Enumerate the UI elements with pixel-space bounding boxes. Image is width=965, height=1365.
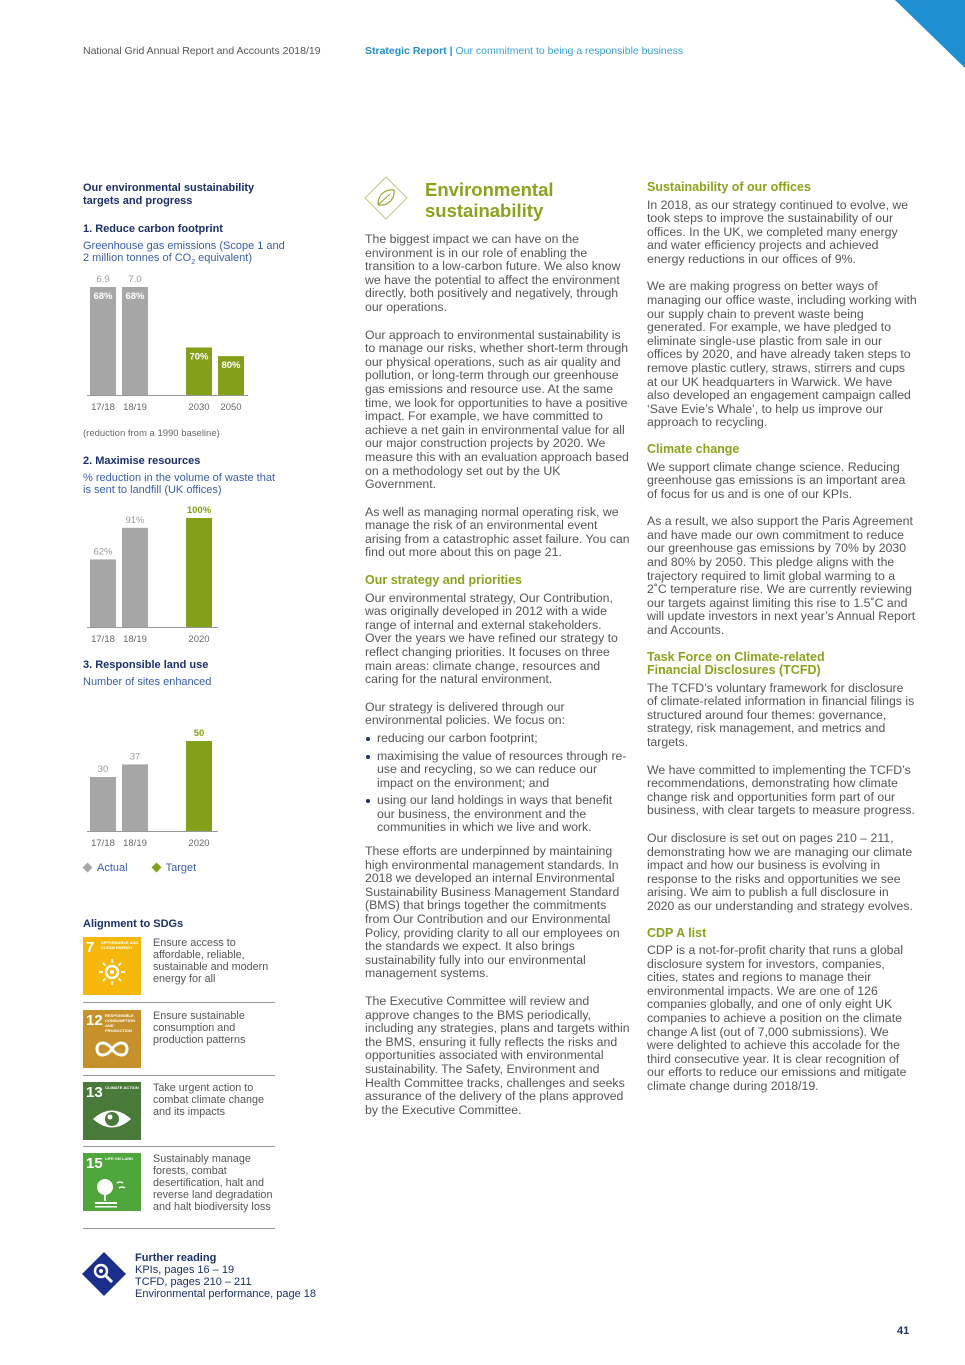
sdg-divider bbox=[83, 1075, 275, 1076]
main-text bbox=[365, 233, 630, 1117]
bullet-icon bbox=[366, 755, 370, 759]
paragraph: The Executive Committee will review and approve changes to the BMS periodically, including any strategies, plans and targets within the BMS, ensuring it fully reflects the risks and opportunities associated with environmental sustainability. The Safety, Environment and Health Committee tracks, challenges and seeks assurance of the delivery of the plans approved by the Executive Committee. bbox=[365, 994, 630, 1117]
section-heading: Our strategy and priorities bbox=[365, 573, 522, 588]
legend-actual-label: Actual bbox=[97, 862, 128, 874]
bar-value-label: 91% bbox=[125, 514, 145, 526]
further-reading-link[interactable]: TCFD, pages 210 – 211 bbox=[135, 1276, 252, 1288]
bar-value-label: 30 bbox=[97, 764, 109, 775]
page-title-line1: Environmental bbox=[425, 179, 554, 200]
sdg-12-text: Ensure sustainable consumption and production patterns bbox=[153, 1010, 246, 1046]
paragraph: Our environmental strategy, Our Contribution, was originally developed in 2012 with a wide range of internal and external stakeholders. Over the years we have refined our strategy to reflect changing priorities. It focuses on three main areas: climate change, resources and caring for the natural environment. bbox=[365, 590, 618, 687]
paragraph: These efforts are underpinned by maintaining high environmental management standards. In 2018 we developed an internal Environmental Sustainability Business Management Standard (BMS) that brings together the commitments from Our Contribution and our Environmental Policy, providing clarity to all our employees on the standards we expect. It also brings sustainability fully into our environmental management systems. bbox=[365, 844, 620, 981]
chart2-subtitle: % reduction in the volume of waste that is sent to landfill (UK offices) bbox=[83, 472, 275, 496]
report-title: National Grid Annual Report and Accounts 2018/19 bbox=[83, 45, 321, 57]
eye-globe-icon bbox=[91, 1106, 133, 1132]
list-item-text: using our land holdings in ways that benefit our business, the environment and the communities in which we live and work. bbox=[377, 793, 613, 835]
sdg-divider bbox=[83, 1146, 275, 1147]
paragraph: We are making progress on better ways of managing our office waste, including working with our supply chain to prevent waste being generated. For example, we have pledged to eliminate single-use plastic from sale in our offices by 2020, and have already taken steps to remove plastic cutlery, straws, stirrers and cups at our UK headquarters in Warwick. We have also developed an engagement campaign called ‘Save Evie’s Whale’, to help us improve our approach to recycling. bbox=[647, 279, 917, 430]
chart1-subtitle-tail: equivalent) bbox=[195, 252, 252, 264]
sun-icon bbox=[97, 957, 127, 987]
sdg-13-text: Take urgent action to combat climate change and its impacts bbox=[153, 1082, 265, 1118]
chart2-title: 2. Maximise resources bbox=[83, 455, 201, 467]
sdg-12-number: 12 bbox=[86, 1012, 103, 1029]
x-tick-label: 17/18 bbox=[91, 634, 115, 645]
x-tick-label: 2020 bbox=[188, 634, 210, 645]
page-number: 41 bbox=[897, 1325, 910, 1337]
list-item-text: reducing our carbon footprint; bbox=[377, 730, 538, 745]
list-item bbox=[365, 750, 630, 791]
paragraph: As a result, we also support the Paris Agreement and have made our own commitment to reduce our greenhouse gas emissions by 70% by 2030 and 80% by 2050. This pledge aligns with the trajectory required to limit global warming to a 2˚C temperature rise. We are currently reviewing our targets against limiting this rise to 1.5˚C and will update investors in next year’s Annual Report and Accounts. bbox=[647, 514, 916, 638]
sdg-13-number: 13 bbox=[86, 1084, 103, 1101]
bar-17/18 bbox=[90, 777, 116, 831]
further-reading bbox=[135, 1252, 316, 1300]
bar-value-label: 50 bbox=[193, 728, 205, 739]
sdg-12-label: RESPONSIBLE CONSUMPTION AND PRODUCTION bbox=[105, 1013, 135, 1033]
tree-icon bbox=[93, 1175, 133, 1209]
legend-target-label: Target bbox=[165, 862, 197, 874]
sdg-12-tile bbox=[83, 1010, 141, 1068]
sdg-15-label: LIFE ON LAND bbox=[105, 1156, 133, 1161]
sdg-13-label: CLIMATE ACTION bbox=[105, 1085, 139, 1090]
focus-list bbox=[365, 732, 630, 835]
sdg-7-number: 7 bbox=[86, 939, 95, 956]
further-reading-link[interactable]: KPIs, pages 16 – 19 bbox=[135, 1264, 235, 1276]
chart3-title: 3. Responsible land use bbox=[83, 659, 209, 671]
paragraph: We support climate change science. Reducing greenhouse gas emissions is an important area of focus for us and is one of our KPIs. bbox=[647, 459, 906, 501]
page-title-line2: sustainability bbox=[425, 200, 544, 221]
paragraph: Our disclosure is set out on pages 210 – 211, demonstrating how we are managing our climate impact and how our business is evolving in response to the risks and opportunities we see arising. We aim to publish a full disclosure in 2020 as our understanding and strategy evolves. bbox=[647, 830, 913, 913]
chart3-subtitle: Number of sites enhanced bbox=[83, 676, 212, 688]
bar-18/19 bbox=[122, 764, 148, 831]
x-tick-label: 18/19 bbox=[123, 402, 147, 413]
list-item bbox=[365, 794, 630, 835]
paragraph: As well as managing normal operating risk, we manage the risk of an environmental event arising from a catastrophic asset failure. You can find out more about this on page 21. bbox=[365, 504, 630, 560]
right-text bbox=[647, 181, 917, 1094]
chart1-title: 1. Reduce carbon footprint bbox=[83, 223, 223, 235]
sdg-title: Alignment to SDGs bbox=[83, 918, 184, 930]
leaf-icon bbox=[364, 176, 408, 220]
paragraph: Our approach to environmental sustainability is to manage our risks, whether short-term through our physical operations, such as air quality and pollution, or long-term through our greenhouse gas emissions and resource use. At the same time, we look for opportunities to have a positive impact. For example, we have committed to achieve a net gain in environmental value for all our major construction projects by 2020. We measure this with an evaluation approach based on a methodology set out by the UK Government. bbox=[365, 327, 629, 492]
bar-2020 bbox=[186, 741, 212, 831]
x-tick-label: 2020 bbox=[188, 838, 210, 849]
section-heading: Sustainability of our offices bbox=[647, 180, 811, 194]
x-tick-label: 2030 bbox=[188, 402, 210, 413]
section-name: Strategic Report bbox=[365, 45, 447, 57]
section-subtitle: Our commitment to being a responsible business bbox=[455, 45, 684, 57]
sdg-7-label: AFFORDABLE AND CLEAN ENERGY bbox=[101, 940, 139, 950]
further-reading-title: Further reading bbox=[135, 1252, 217, 1264]
sdg-7-text: Ensure access to affordable, reliable, sustainable and modern energy for all bbox=[153, 937, 269, 985]
bar-value-label: 68% bbox=[93, 291, 113, 302]
section-heading: Climate change bbox=[647, 442, 740, 456]
bar-value-label: 100% bbox=[186, 505, 212, 516]
list-item bbox=[365, 732, 630, 746]
page-title bbox=[425, 179, 554, 221]
x-tick-label: 17/18 bbox=[91, 402, 115, 413]
bar-top-label: 6.9 bbox=[96, 274, 110, 285]
chart1-note: (reduction from a 1990 baseline) bbox=[83, 428, 220, 439]
sdg-15-tile bbox=[83, 1153, 141, 1211]
bar-value-label: 68% bbox=[125, 291, 145, 302]
bar-top-label: 7.0 bbox=[128, 274, 142, 285]
bar-value-label: 80% bbox=[221, 360, 241, 372]
paragraph: CDP is a not-for-profit charity that runs a global disclosure system for investors, companies, cities, states and regions to manage their environmental impacts. We are one of 126 companies globally, and one of only eight UK companies to achieve a position on the climate change A list (out of 7,000 submissions). We were delighted to achieve this accolade for the third consecutive year. It is clear recognition of our efforts to reduce our emissions and mitigate climate change during 2018/19. bbox=[647, 943, 907, 1093]
section-heading: Task Force on Climate-related Financial Disclosures (TCFD) bbox=[647, 649, 825, 678]
paragraph: Our strategy is delivered through our environmental policies. We focus on: bbox=[365, 699, 566, 728]
sdg-15-number: 15 bbox=[86, 1155, 103, 1172]
bullet-icon bbox=[366, 799, 370, 803]
bar-value-label: 37 bbox=[129, 751, 141, 763]
sdg-divider bbox=[83, 1002, 275, 1003]
sdg-divider bbox=[83, 1228, 275, 1229]
sdg-15-text: Sustainably manage forests, combat desertification, halt and reverse land degradation and halt biodiversity loss bbox=[153, 1153, 273, 1213]
chart1-subtitle-subscript: 2 bbox=[191, 259, 196, 267]
x-tick-label: 17/18 bbox=[91, 838, 115, 849]
infinity-icon bbox=[92, 1038, 132, 1060]
bullet-icon bbox=[366, 737, 370, 741]
paragraph: The biggest impact we can have on the environment is in our role of enabling the transition to a low-carbon future. We also know we have the potential to affect the environment directly, both positively and negatively, through our operations. bbox=[365, 232, 621, 314]
legend-actual-marker bbox=[83, 863, 93, 873]
x-tick-label: 2050 bbox=[220, 402, 242, 413]
x-tick-label: 18/19 bbox=[123, 634, 147, 645]
sdg-7-tile bbox=[83, 937, 141, 995]
bar-value-label: 70% bbox=[189, 351, 209, 363]
paragraph: In 2018, as our strategy continued to evolve, we took steps to improve the sustainability of our offices. In the UK, we completed many energy and water efficiency projects and achieved energy reductions in our offices of 9%. bbox=[647, 197, 909, 266]
sidebar-title: Our environmental sustainability targets and progress bbox=[83, 182, 255, 207]
breadcrumb-separator: | bbox=[449, 45, 453, 57]
list-item-text: maximising the value of resources through re-use and recycling, so we can reduce our impact on the environment; and bbox=[377, 748, 627, 790]
paragraph: We have committed to implementing the TCFD’s recommendations, demonstrating how climate change risk and opportunities form part of our business, with clear targets to measure progress. bbox=[647, 762, 915, 818]
chart1-subtitle-text: Greenhouse gas emissions (Scope 1 and 2 million tonnes of CO bbox=[83, 240, 285, 264]
bar-value-label: 62% bbox=[93, 546, 113, 558]
sdg-13-tile bbox=[83, 1082, 141, 1140]
chart-legend bbox=[83, 862, 196, 874]
x-tick-label: 18/19 bbox=[123, 838, 147, 849]
paragraph: The TCFD’s voluntary framework for disclosure of climate-related information in financial filings is structured around four themes: governance, strategy, risk management, and metrics and targets. bbox=[647, 680, 915, 749]
magnifier-badge-icon bbox=[82, 1252, 126, 1296]
legend-target-marker bbox=[151, 863, 161, 873]
section-heading: CDP A list bbox=[647, 925, 707, 940]
further-reading-link[interactable]: Environmental performance, page 18 bbox=[135, 1288, 316, 1300]
